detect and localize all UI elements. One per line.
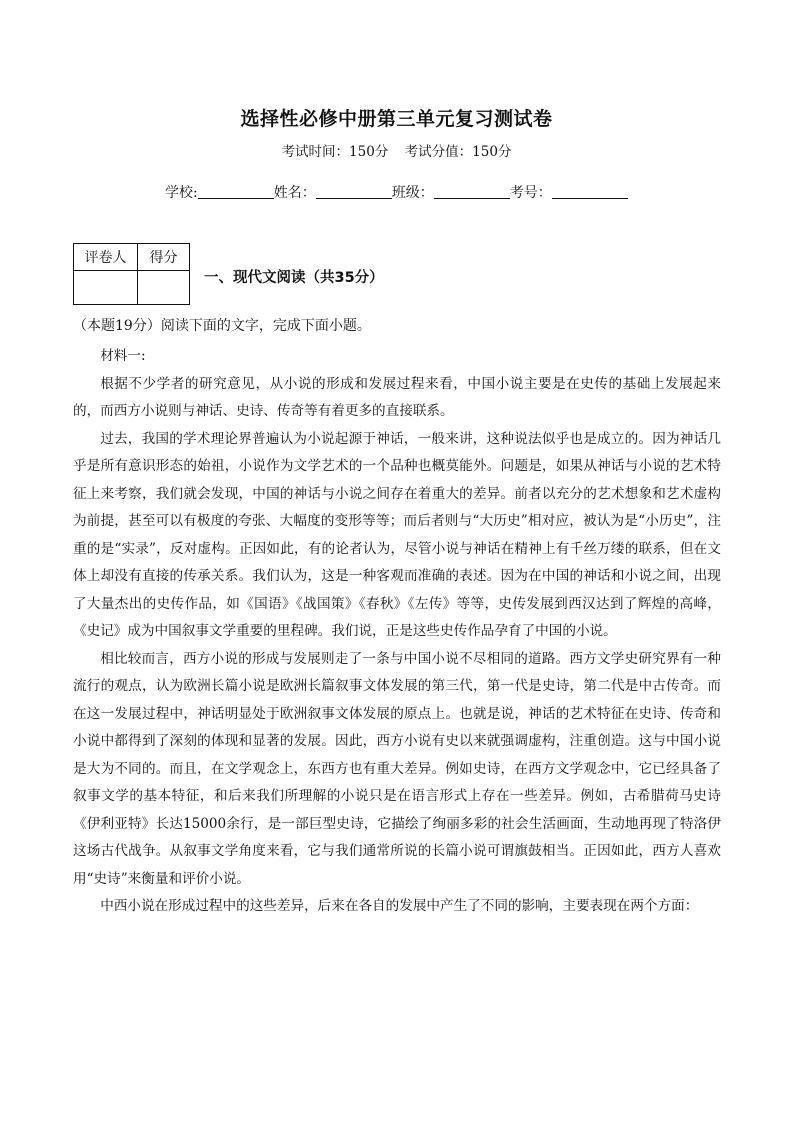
- number-label: 考号：: [509, 185, 552, 201]
- name-blank[interactable]: [316, 184, 392, 199]
- exam-subtitle: [0, 140, 793, 160]
- reading-passage: [73, 343, 721, 921]
- passage-paragraph: 中西小说在形成过程中的这些差异，后来在各自的发展中产生了不同的影响，主要表现在两个方面：: [100, 898, 699, 914]
- exam-title: 选择性必修中册第三单元复习测试卷: [240, 108, 553, 130]
- name-label: 姓名：: [273, 185, 316, 201]
- question-intro: （本题19分）阅读下面的文字，完成下面小题。: [73, 318, 371, 334]
- class-blank[interactable]: [434, 184, 510, 199]
- grader-table: [73, 243, 190, 305]
- student-info-line: [165, 182, 628, 202]
- exam-score: 考试分值：150分: [404, 144, 512, 160]
- exam-time: 考试时间：150分: [281, 144, 389, 160]
- material-label: 材料一:: [100, 348, 146, 364]
- reviewer-header: 评卷人: [74, 244, 138, 271]
- school-blank[interactable]: [198, 184, 274, 199]
- score-cell[interactable]: [138, 271, 190, 305]
- score-header: 得分: [138, 244, 190, 271]
- school-label: 学校:: [165, 185, 198, 201]
- class-label: 班级：: [391, 185, 434, 201]
- number-blank[interactable]: [552, 184, 628, 199]
- passage-paragraph: 相比较而言，西方小说的形成与发展则走了一条与中国小说不尽相同的道路。西方文学史研究界有一种流行的观点，认为欧洲长篇小说是欧洲长篇叙事文体发展的第三代，第一代是史诗，第二代是中古传奇。而在这一发展过程中，神话明显处于欧洲叙事文体发展的原点上。也就是说，神话的艺术特征在史诗、传奇和小说中都得到了深刻的体现和显著的发展。因此，西方小说有史以来就强调虚构，注重创造。这与中国小说是大为不同的。而且，在文学观念上，东西方也有重大差异。例如史诗，在西方文学观念中，它已经具备了叙事文学的基本特征，和后来我们所理解的小说只是在语言形式上存在一些差异。例如，古希腊荷马史诗《伊利亚特》长达15000余行，是一部巨型史诗，它描绘了绚丽多彩的社会生活画面，生动地再现了特洛伊这场古代战争。从叙事文学角度来看，它与我们通常所说的长篇小说可谓旗鼓相当。正因如此，西方人喜欢用“史诗”来衡量和评价小说。: [73, 650, 721, 887]
- passage-paragraph: 根据不少学者的研究意见，从小说的形成和发展过程来看，中国小说主要是在史传的基础上发展起来的，而西方小说则与神话、史诗、传奇等有着更多的直接联系。: [73, 375, 721, 419]
- section-title: 一、现代文阅读（共35分）: [204, 270, 384, 286]
- reviewer-cell[interactable]: [74, 271, 138, 305]
- passage-paragraph: 过去，我国的学术理论界普遍认为小说起源于神话，一般来讲，这种说法似乎也是成立的。因为神话几乎是所有意识形态的始祖，小说作为文学艺术的一个品种也概莫能外。问题是，如果从神话与小说的艺术特征上来考察，我们就会发现，中国的神话与小说之间存在着重大的差异。前者以充分的艺术想象和艺术虚构为前提，甚至可以有极度的夸张、大幅度的变形等等；而后者则与“大历史”相对应，被认为是“小历史”，注重的是“实录”，反对虚构。正因如此，有的论者认为，尽管小说与神话在精神上有千丝万缕的联系，但在文体上却没有直接的传承关系。我们认为，这是一种客观而准确的表述。因为在中国的神话和小说之间，出现了大量杰出的史传作品，如《国语》《战国策》《春秋》《左传》等等，史传发展到西汉达到了辉煌的高峰，《史记》成为中国叙事文学重要的里程碑。我们说，正是这些史传作品孕育了中国的小说。: [73, 430, 721, 639]
